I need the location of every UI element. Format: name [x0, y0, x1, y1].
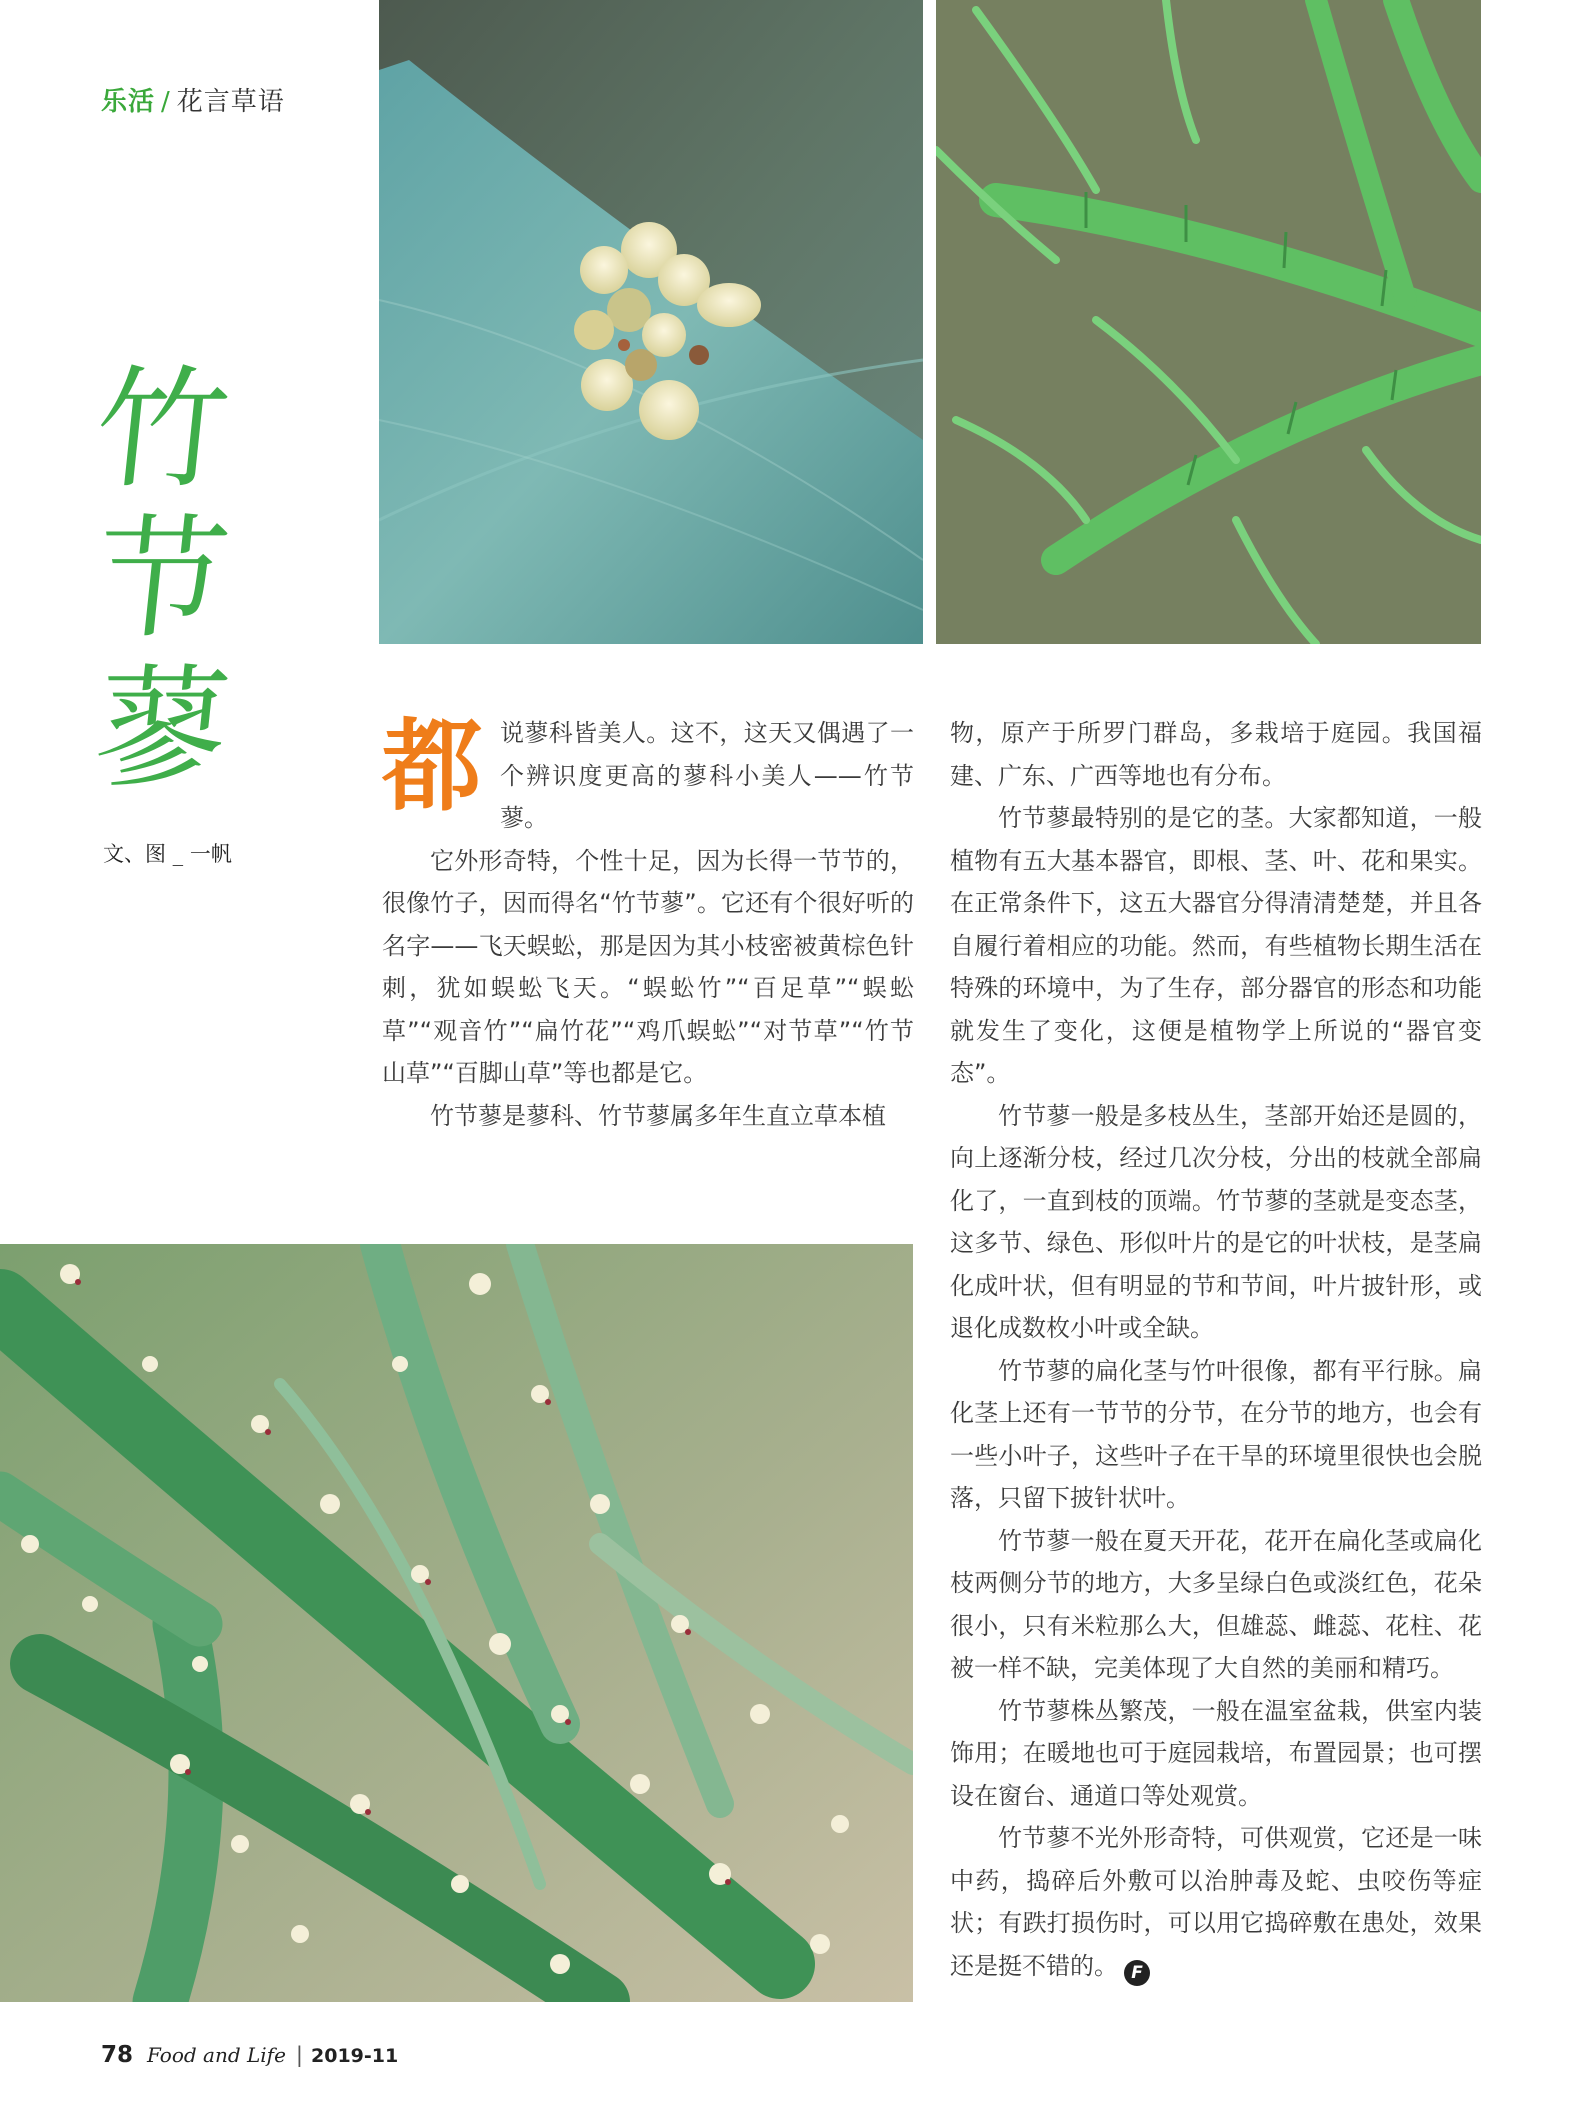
paragraph-6: 竹节蓼的扁化茎与竹叶很像，都有平行脉。扁化茎上还有一节节的分节，在分节的地方，也会有一些小叶子，这些叶子在干旱的环境里很快也会脱落，只留下披针状叶。 [950, 1356, 1482, 1512]
dropcap: 都 [382, 707, 482, 825]
section-label [101, 81, 285, 118]
title-char-1: 竹 [87, 353, 237, 507]
end-mark-icon: F [1124, 1960, 1150, 1986]
footer-divider: | [295, 2043, 303, 2067]
paragraph-7: 竹节蓼一般在夏天开花，花开在扁化茎或扁化枝两侧分节的地方，大多呈绿白色或淡红色，花朵很小，只有米粒那么大，但雄蕊、雌蕊、花柱、花被一样不缺，完美体现了大自然的美丽和精巧。 [950, 1526, 1482, 1682]
paragraph-5: 竹节蓼一般是多枝丛生，茎部开始还是圆的，向上逐渐分枝，经过几次分枝，分出的枝就全部扁化了，一直到枝的顶端。竹节蓼的茎就是变态茎，这多节、绿色、形似叶片的是它的叶状枝，是茎扁化成叶状，但有明显的节和节间，叶片披针形，或退化成数枚小叶或全缺。 [950, 1101, 1482, 1342]
subsection-name: 花言草语 [176, 87, 285, 117]
title-char-2: 节 [87, 503, 237, 657]
paragraph-3-cont: 物，原产于所罗门群岛，多栽培于庭园。我国福建、广东、广西等地也有分布。 [950, 719, 1482, 790]
paragraph-2: 它外形奇特，个性十足，因为长得一节节的，很像竹子，因而得名“竹节蓼”。它还有个很好听的名字——飞天蜈蚣，那是因为其小枝密被黄棕色针刺，犹如蜈蚣飞天。“蜈蚣竹”“百足草”“蜈蚣草”“观音竹”“扁竹花”“鸡爪蜈蚣”“对节草”“竹节山草”“百脚山草”等也都是它。 [382, 846, 914, 1087]
paragraph-9-text: 竹节蓼不光外形奇特，可供观赏，它还是一味中药，捣碎后外敷可以治肿毒及蛇、虫咬伤等症状；有跌打损伤时，可以用它捣碎敷在患处，效果还是挺不错的。 [950, 1824, 1482, 1980]
issue-date: 2019-11 [311, 2045, 399, 2067]
section-name: 乐活 [101, 87, 156, 117]
byline: 文、图 _ 一帆 [103, 842, 232, 866]
flower-closeup-photo [379, 0, 923, 644]
article-left-column [382, 707, 914, 1137]
paragraph-9 [950, 1817, 1482, 1987]
paragraph-1: 说蓼科皆美人。这不，这天又偶遇了一个辨识度更高的蓼科小美人——竹节蓼。 [500, 719, 914, 832]
page-number: 78 [101, 2042, 134, 2068]
flattened-stems-photo [936, 0, 1481, 644]
magazine-name: Food and Life [147, 2043, 286, 2067]
paragraph-3: 竹节蓼是蓼科、竹节蓼属多年生直立草本植 [430, 1101, 886, 1130]
section-separator: / [161, 87, 171, 117]
paragraph-4: 竹节蓼最特别的是它的茎。大家都知道，一般植物有五大基本器官，即根、茎、叶、花和果实。在正常条件下，这五大器官分得清清楚楚，并且各自履行着相应的功能。然而，有些植物长期生活在特殊的环境中，为了生存，部分器官的形态和功能就发生了变化，这便是植物学上所说的“器官变态”。 [950, 804, 1482, 1087]
paragraph-8: 竹节蓼株丛繁茂，一般在温室盆栽，供室内装饰用；在暖地也可于庭园栽培，布置园景；也可摆设在窗台、通道口等处观赏。 [950, 1696, 1482, 1810]
article-right-column [950, 712, 1482, 1987]
page-footer [101, 2042, 398, 2068]
flowering-branches-photo [0, 1244, 913, 2002]
article-title [87, 353, 237, 807]
title-char-3: 蓼 [87, 653, 237, 807]
